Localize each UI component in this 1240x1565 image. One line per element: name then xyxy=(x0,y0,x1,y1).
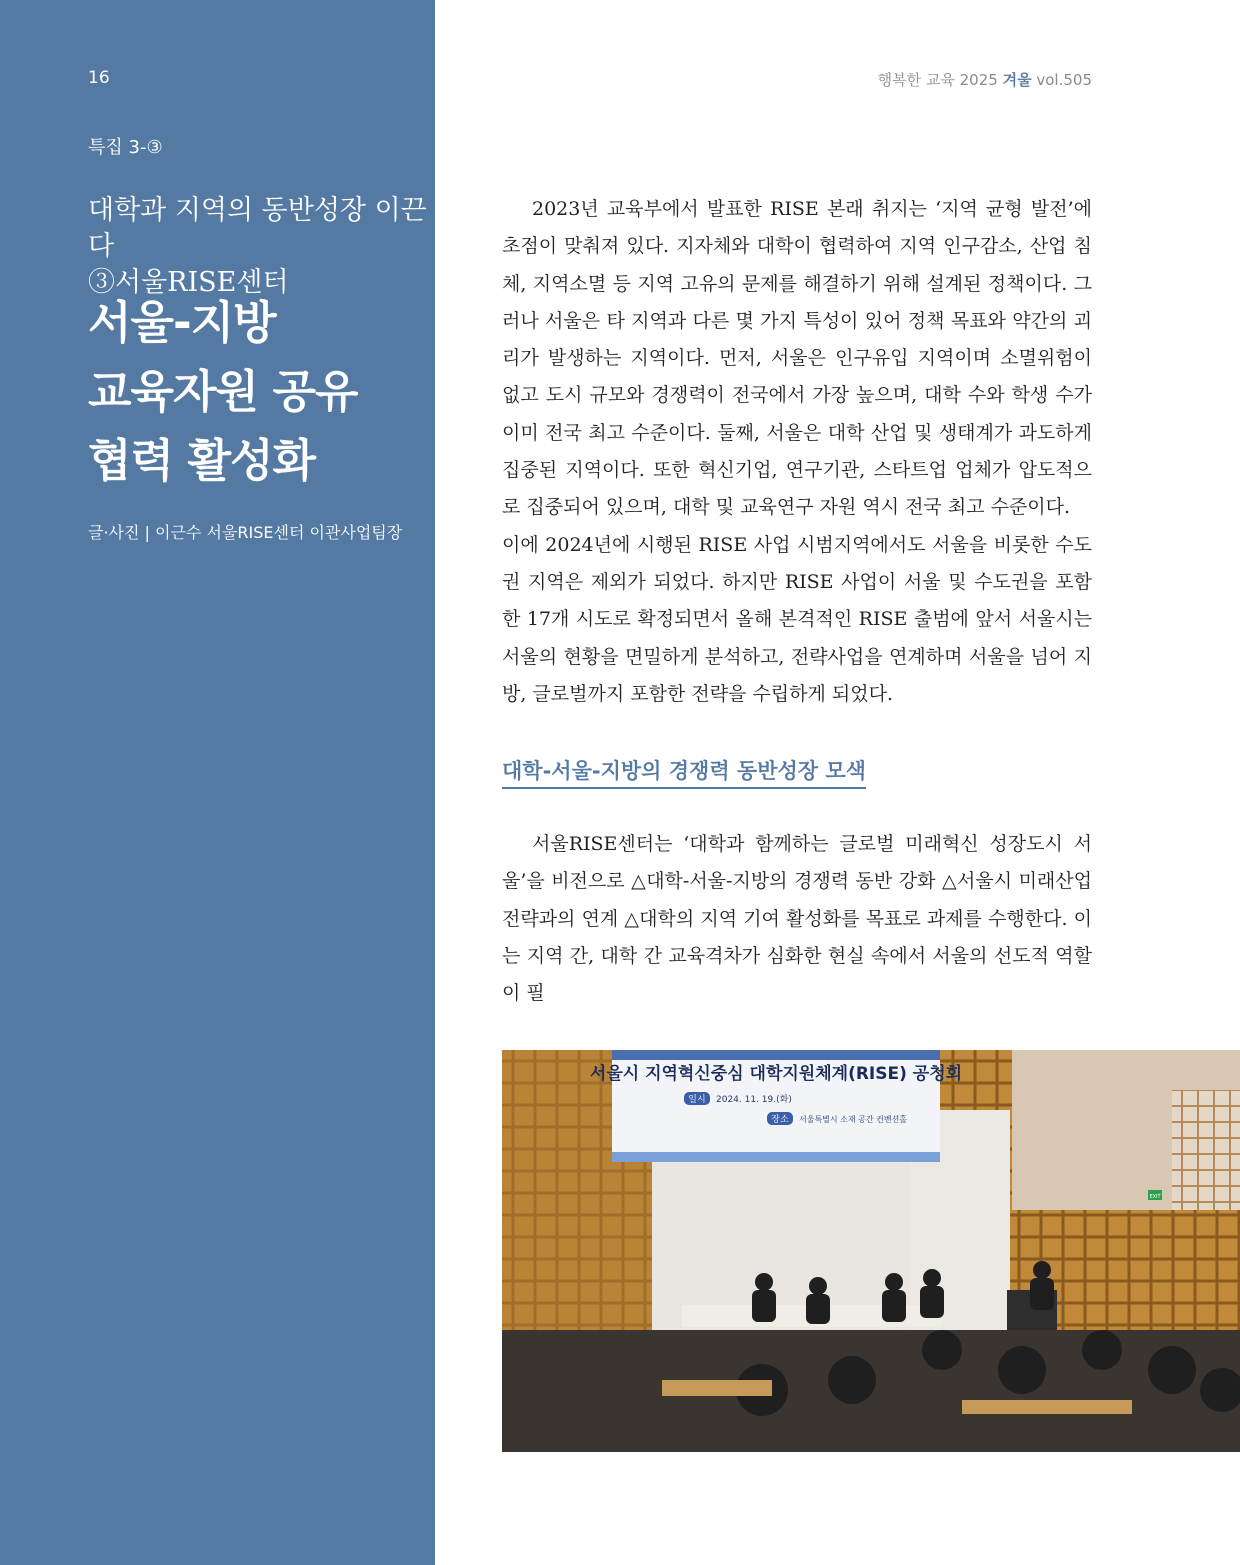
paragraph-2: 이에 2024년에 시행된 RISE 사업 시범지역에서도 서울을 비롯한 수도권 지역은 제외가 되었다. 하지만 RISE 사업이 서울 및 수도권을 포함한 17개 시도로 확정되면서 올해 본격적인 RISE 출범에 앞서 서울시는 서울의 현황을 면밀하게 분석하고, 전략사업을 연계하며 서울을 넘어 지방, 글로벌까지 포함한 전략을 수립하게 되었다. xyxy=(502,533,1092,705)
banner-place-label: 장소 xyxy=(771,1115,789,1125)
paragraph-3: 서울RISE센터는 ‘대학과 함께하는 글로벌 미래혁신 성장도시 서울’을 비전으로 △대학-서울-지방의 경쟁력 동반 강화 △서울시 미래산업전략과의 연계 △대학의 지역 기여 활성화를 목표로 과제를 수행한다. 이는 지역 간, 대학 간 교육격차가 심화한 현실 속에서 서울의 선도적 역할이 필 xyxy=(502,833,1092,1005)
sidebar-panel xyxy=(0,0,435,1565)
byline: 글·사진 | 이근수 서울RISE센터 이관사업팀장 xyxy=(88,523,403,542)
publication-name: 행복한 교육 2025 xyxy=(877,71,998,89)
article-body-bottom xyxy=(502,826,1092,1012)
banner-date-label: 일시 xyxy=(688,1095,706,1105)
paragraph-1: 2023년 교육부에서 발표한 RISE 본래 취지는 ‘지역 균형 발전’에 초점이 맞춰져 있다. 지자체와 대학이 협력하여 지역 인구감소, 산업 침체, 지역소멸 등 지역 고유의 문제를 해결하기 위해 설계된 정책이다. 그러나 서울은 타 지역과 다른 몇 가지 특성이 있어 정책 목표와 약간의 괴리가 발생하는 지역이다. 먼저, 서울은 인구유입 지역이며 소멸위험이 없고 도시 규모와 경쟁력이 전국에서 가장 높으며, 대학 수와 학생 수가 이미 전국 최고 수준이다. 둘째, 서울은 대학 산업 및 생태계가 과도하게 집중된 지역이다. 또한 혁신기업, 연구기관, 스타트업 업체가 압도적으로 집중되어 있으며, 대학 및 교육연구 자원 역시 전국 최고 수준이다. xyxy=(502,198,1092,519)
volume-label: vol.505 xyxy=(1036,71,1092,89)
publication-header xyxy=(878,69,1092,90)
article-title: 서울-지방 교육자원 공유 협력 활성화 xyxy=(88,296,358,487)
conference-photo-illustration xyxy=(502,1050,1240,1452)
banner-title: 서울시 지역혁신중심 대학지원체계(RISE) 공청회 xyxy=(589,1064,963,1084)
exit-sign-text: EXIT xyxy=(1149,1194,1161,1200)
banner-date: 2024. 11. 19.(화) xyxy=(716,1095,792,1105)
article-subtitle: 대학과 지역의 동반성장 이끈다 ③서울RISE센터 xyxy=(88,195,427,298)
season-label: 겨울 xyxy=(1002,71,1032,89)
page-number: 16 xyxy=(88,68,110,88)
section-heading: 대학-서울-지방의 경쟁력 동반성장 모색 xyxy=(502,755,866,789)
conference-photo xyxy=(502,1050,1240,1452)
article-body-top xyxy=(502,191,1092,713)
banner-place: 서울특별시 소재 공간 컨벤션홀 xyxy=(799,1115,908,1124)
section-label: 특집 3-③ xyxy=(88,137,163,158)
